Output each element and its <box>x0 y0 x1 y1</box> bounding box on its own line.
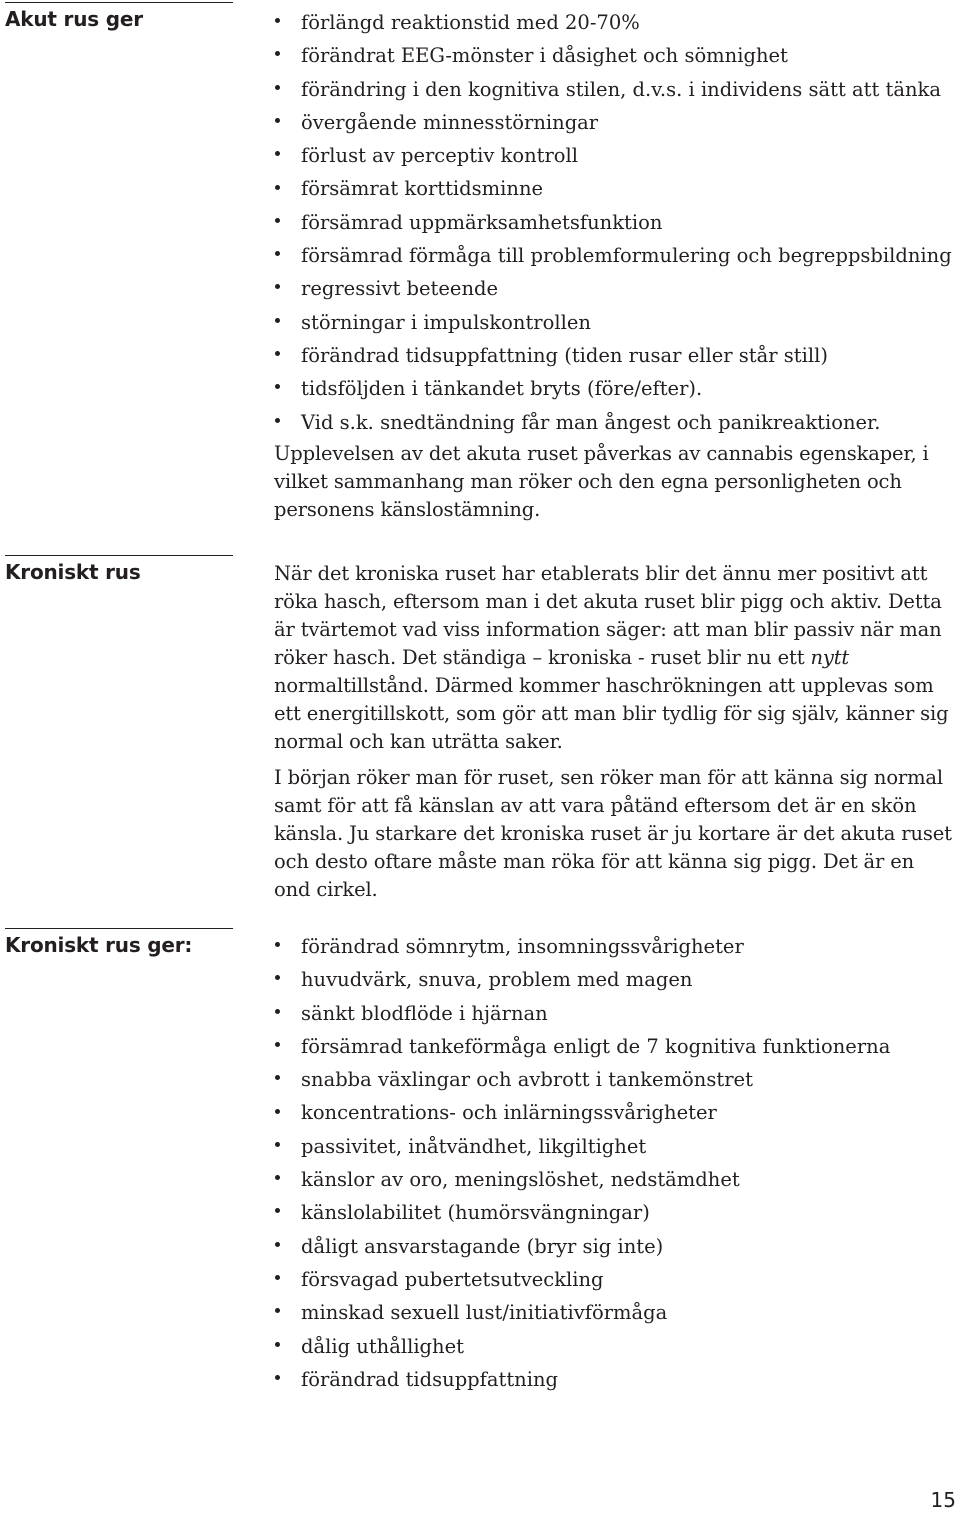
list-item: förändrad sömnrytm, insomningssvårigheter <box>274 930 954 963</box>
list-item: försämrad uppmärksamhetsfunktion <box>274 206 954 239</box>
chronic-effects-list <box>274 930 954 1396</box>
list-item: snabba växlingar och avbrott i tankemönstret <box>274 1063 954 1096</box>
acute-content <box>274 6 954 524</box>
list-item: passivitet, inåtvändhet, likgiltighet <box>274 1130 954 1163</box>
chronic-p1-text-end: normaltillstånd. Därmed kommer haschrökningen att upplevas som ett energitillskott, som gör att man blir tydlig för sig själv, känner sig normal och kan uträtta saker. <box>274 674 949 753</box>
list-item: regressivt beteende <box>274 272 954 305</box>
list-item: förändrat EEG-mönster i dåsighet och sömnighet <box>274 39 954 72</box>
list-item: dåligt ansvarstagande (bryr sig inte) <box>274 1230 954 1263</box>
section-rule <box>5 928 233 929</box>
list-item: känslor av oro, meningslöshet, nedstämdhet <box>274 1163 954 1196</box>
acute-effects-list <box>274 6 954 439</box>
section-rule <box>5 2 233 3</box>
list-item: huvudvärk, snuva, problem med magen <box>274 963 954 996</box>
list-item: Vid s.k. snedtändning får man ångest och panikreaktioner. <box>274 406 954 439</box>
list-item: sänkt blodflöde i hjärnan <box>274 997 954 1030</box>
section-header-acute <box>5 2 233 32</box>
chronic-p1-text: När det kroniska ruset har etablerats blir det ännu mer positivt att röka hasch, eftersom man i det akuta ruset blir pigg och aktiv. Detta är tvärtemot vad viss information säger: att man blir passiv när man röker hasch. Det ständiga – kroniska - ruset blir nu ett <box>274 562 942 669</box>
chronic-effects-content <box>274 930 954 1396</box>
chronic-content <box>274 560 954 904</box>
chronic-paragraph-1 <box>274 560 954 756</box>
section-heading-chronic: Kroniskt rus <box>5 560 141 584</box>
list-item: försvagad pubertetsutveckling <box>274 1263 954 1296</box>
list-item: känslolabilitet (humörsvängningar) <box>274 1196 954 1229</box>
list-item: försämrat korttidsminne <box>274 172 954 205</box>
acute-paragraph: Upplevelsen av det akuta ruset påverkas av cannabis egenskaper, i vilket sammanhang man röker och den egna personligheten och personens känslostämning. <box>274 441 929 521</box>
chronic-paragraph-2: I början röker man för ruset, sen röker man för att känna sig normal samt för att få känslan av att vara påtänd eftersom det är en skön känsla. Ju starkare det kroniska ruset är ju kortare är det akuta ruset och desto oftare måste man röka för att känna sig pigg. Det är en ond cirkel. <box>274 766 952 901</box>
list-item: förändring i den kognitiva stilen, d.v.s. i individens sätt att tänka <box>274 73 954 106</box>
list-item: förlust av perceptiv kontroll <box>274 139 954 172</box>
section-header-chronic <box>5 555 233 585</box>
list-item: tidsföljden i tänkandet bryts (före/efter). <box>274 372 954 405</box>
list-item: dålig uthållighet <box>274 1330 954 1363</box>
list-item: försämrad tankeförmåga enligt de 7 kognitiva funktionerna <box>274 1030 954 1063</box>
list-item: koncentrations- och inlärningssvårigheter <box>274 1096 954 1129</box>
list-item: förändrad tidsuppfattning (tiden rusar eller står still) <box>274 339 954 372</box>
section-header-chronic-effects <box>5 928 233 958</box>
list-item: minskad sexuell lust/initiativförmåga <box>274 1296 954 1329</box>
list-item: övergående minnesstörningar <box>274 106 954 139</box>
section-heading-acute: Akut rus ger <box>5 7 143 31</box>
list-item: försämrad förmåga till problemformulering och begreppsbildning <box>274 239 954 272</box>
list-item: förlängd reaktionstid med 20-70% <box>274 6 954 39</box>
list-item: förändrad tidsuppfattning <box>274 1363 954 1396</box>
section-rule <box>5 555 233 556</box>
list-item: störningar i impulskontrollen <box>274 306 954 339</box>
page-number: 15 <box>930 1488 956 1512</box>
section-heading-chronic-effects: Kroniskt rus ger: <box>5 933 193 957</box>
chronic-p1-emphasis: nytt <box>810 646 850 669</box>
